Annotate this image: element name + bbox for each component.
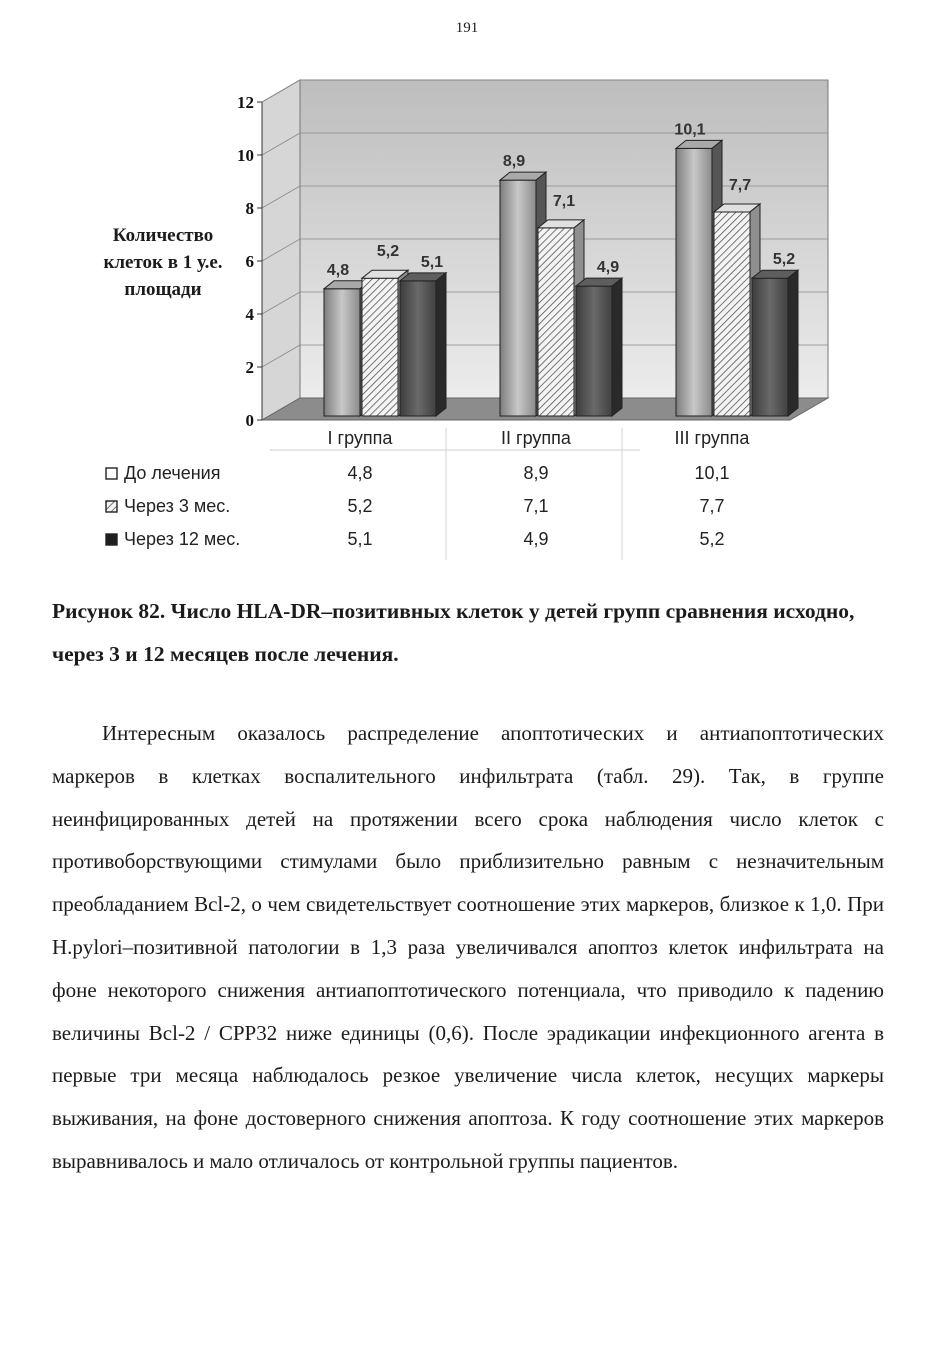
bar-front xyxy=(576,286,612,416)
data-label: 5,2 xyxy=(376,243,400,261)
bar-front xyxy=(714,212,750,416)
table-cell: 4,8 xyxy=(347,463,373,483)
y-tick-label: 10 xyxy=(237,146,254,165)
table-cell: 5,2 xyxy=(699,529,725,549)
table-cell: 7,7 xyxy=(699,496,725,516)
data-label: 4,8 xyxy=(326,261,350,279)
bar-front xyxy=(538,228,574,416)
data-label: 5,2 xyxy=(772,251,796,269)
data-label: 8,9 xyxy=(502,153,526,171)
bar xyxy=(576,278,622,416)
page-number: 191 xyxy=(455,20,479,36)
data-label: 5,1 xyxy=(420,253,444,271)
body-text xyxy=(52,712,884,1183)
table-cell: 4,9 xyxy=(523,529,549,549)
bar xyxy=(400,273,446,416)
bar-front xyxy=(324,289,360,416)
bar-side xyxy=(612,278,622,416)
paragraph: Интересным оказалось распределение апоптотических и антиапоптотических маркеров в клетках воспалительного инфильтрата (табл. 29). Так, в группе неинфицированных детей на протяжении всего срока наблюдения число клеток с противоборствующими стимулами было приблизительно равным с незначительным преобладанием Bcl-2, о чем свидетельствует соотношение этих маркеров, близкое к 1,0. При H.pylori–позитивной патологии в 1,3 раза увеличивался апоптоз клеток инфильтрата на фоне некоторого снижения антиапоптотического потенциала, что приводило к падению величины Bcl-2 / CPP32 ниже единицы (0,6). После эрадикации инфекционного агента в первые три месяца наблюдалось резкое увеличение числа клеток, несущих маркеры выживания, на фоне достоверного снижения апоптоза. К году соотношение этих маркеров выравнивалось и мало отличалось от контрольной группы пациентов. xyxy=(52,721,884,1173)
table-cell: 8,9 xyxy=(523,463,549,483)
bar-side xyxy=(436,273,446,416)
y-axis-label: Количество клеток в 1 у.е. площади xyxy=(103,225,223,300)
legend-swatch xyxy=(106,534,117,545)
bar-front xyxy=(676,148,712,416)
bar-side xyxy=(788,270,798,416)
category-label: I группа xyxy=(327,428,393,448)
data-label: 7,1 xyxy=(552,192,576,210)
figure-caption: Рисунок 82. Число HLA-DR–позитивных клеток у детей групп сравнения исходно, через 3 и 12 месяцев после лечения. xyxy=(52,599,855,666)
bar-front xyxy=(400,281,436,416)
bar-front xyxy=(362,278,398,416)
y-tick-label: 2 xyxy=(245,358,254,377)
y-tick-label: 0 xyxy=(245,411,254,430)
y-tick-label: 12 xyxy=(237,93,254,112)
bar-front xyxy=(500,180,536,416)
data-label: 4,9 xyxy=(596,259,620,277)
legend-label: Через 12 мес. xyxy=(124,529,241,549)
bar xyxy=(752,270,798,416)
data-label: 10,1 xyxy=(674,121,706,139)
legend-label: До лечения xyxy=(124,463,221,483)
y-tick-label: 8 xyxy=(245,199,254,218)
y-tick-label: 6 xyxy=(245,252,254,271)
table-cell: 5,1 xyxy=(347,529,373,549)
legend-label: Через 3 мес. xyxy=(124,496,231,516)
category-label: III группа xyxy=(674,428,750,448)
bar-front xyxy=(752,278,788,416)
y-tick-label: 4 xyxy=(245,305,254,324)
table-cell: 7,1 xyxy=(523,496,549,516)
category-label: II группа xyxy=(501,428,571,448)
table-cell: 10,1 xyxy=(694,463,730,483)
y-axis xyxy=(237,93,262,430)
table-cell: 5,2 xyxy=(347,496,373,516)
legend-swatch xyxy=(106,501,117,512)
data-label: 7,7 xyxy=(728,176,752,194)
data-table xyxy=(106,428,750,560)
legend-swatch xyxy=(106,468,117,479)
